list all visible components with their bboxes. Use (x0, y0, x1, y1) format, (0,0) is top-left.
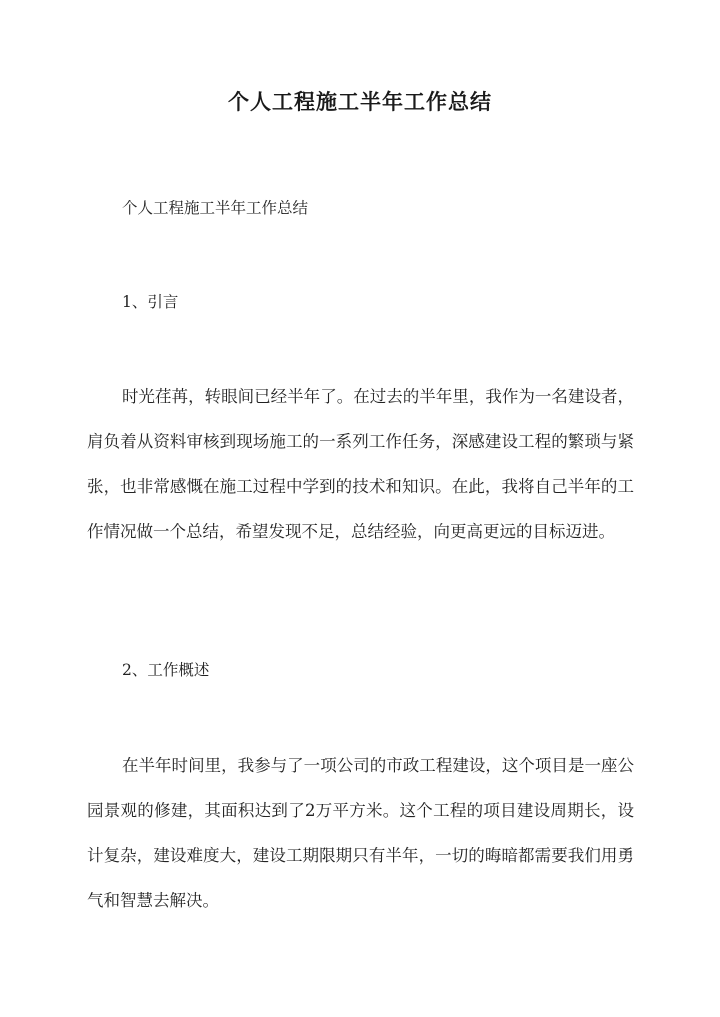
document-title: 个人工程施工半年工作总结 (228, 89, 492, 114)
document-subtitle: 个人工程施工半年工作总结 (122, 199, 309, 217)
section-heading-intro: 1、引言 (122, 293, 179, 311)
section-paragraph-overview: 在半年时间里，我参与了一项公司的市政工程建设，这个项目是一座公园景观的修建，其面积达到了2万平方米。这个工程的项目建设周期长，设计复杂，建设难度大，建设工期限期只有半年，一切的晦暗都需要我们用勇气和智慧去解决。 (87, 756, 634, 910)
section-heading-overview: 2、工作概述 (122, 661, 210, 679)
section-paragraph-intro: 时光荏苒，转眼间已经半年了。在过去的半年里，我作为一名建设者，肩负着从资料审核到现场施工的一系列工作任务，深感建设工程的繁琐与紧张，也非常感慨在施工过程中学到的技术和知识。在此，我将自己半年的工作情况做一个总结，希望发现不足，总结经验，向更高更远的目标迈进。 (87, 387, 634, 541)
